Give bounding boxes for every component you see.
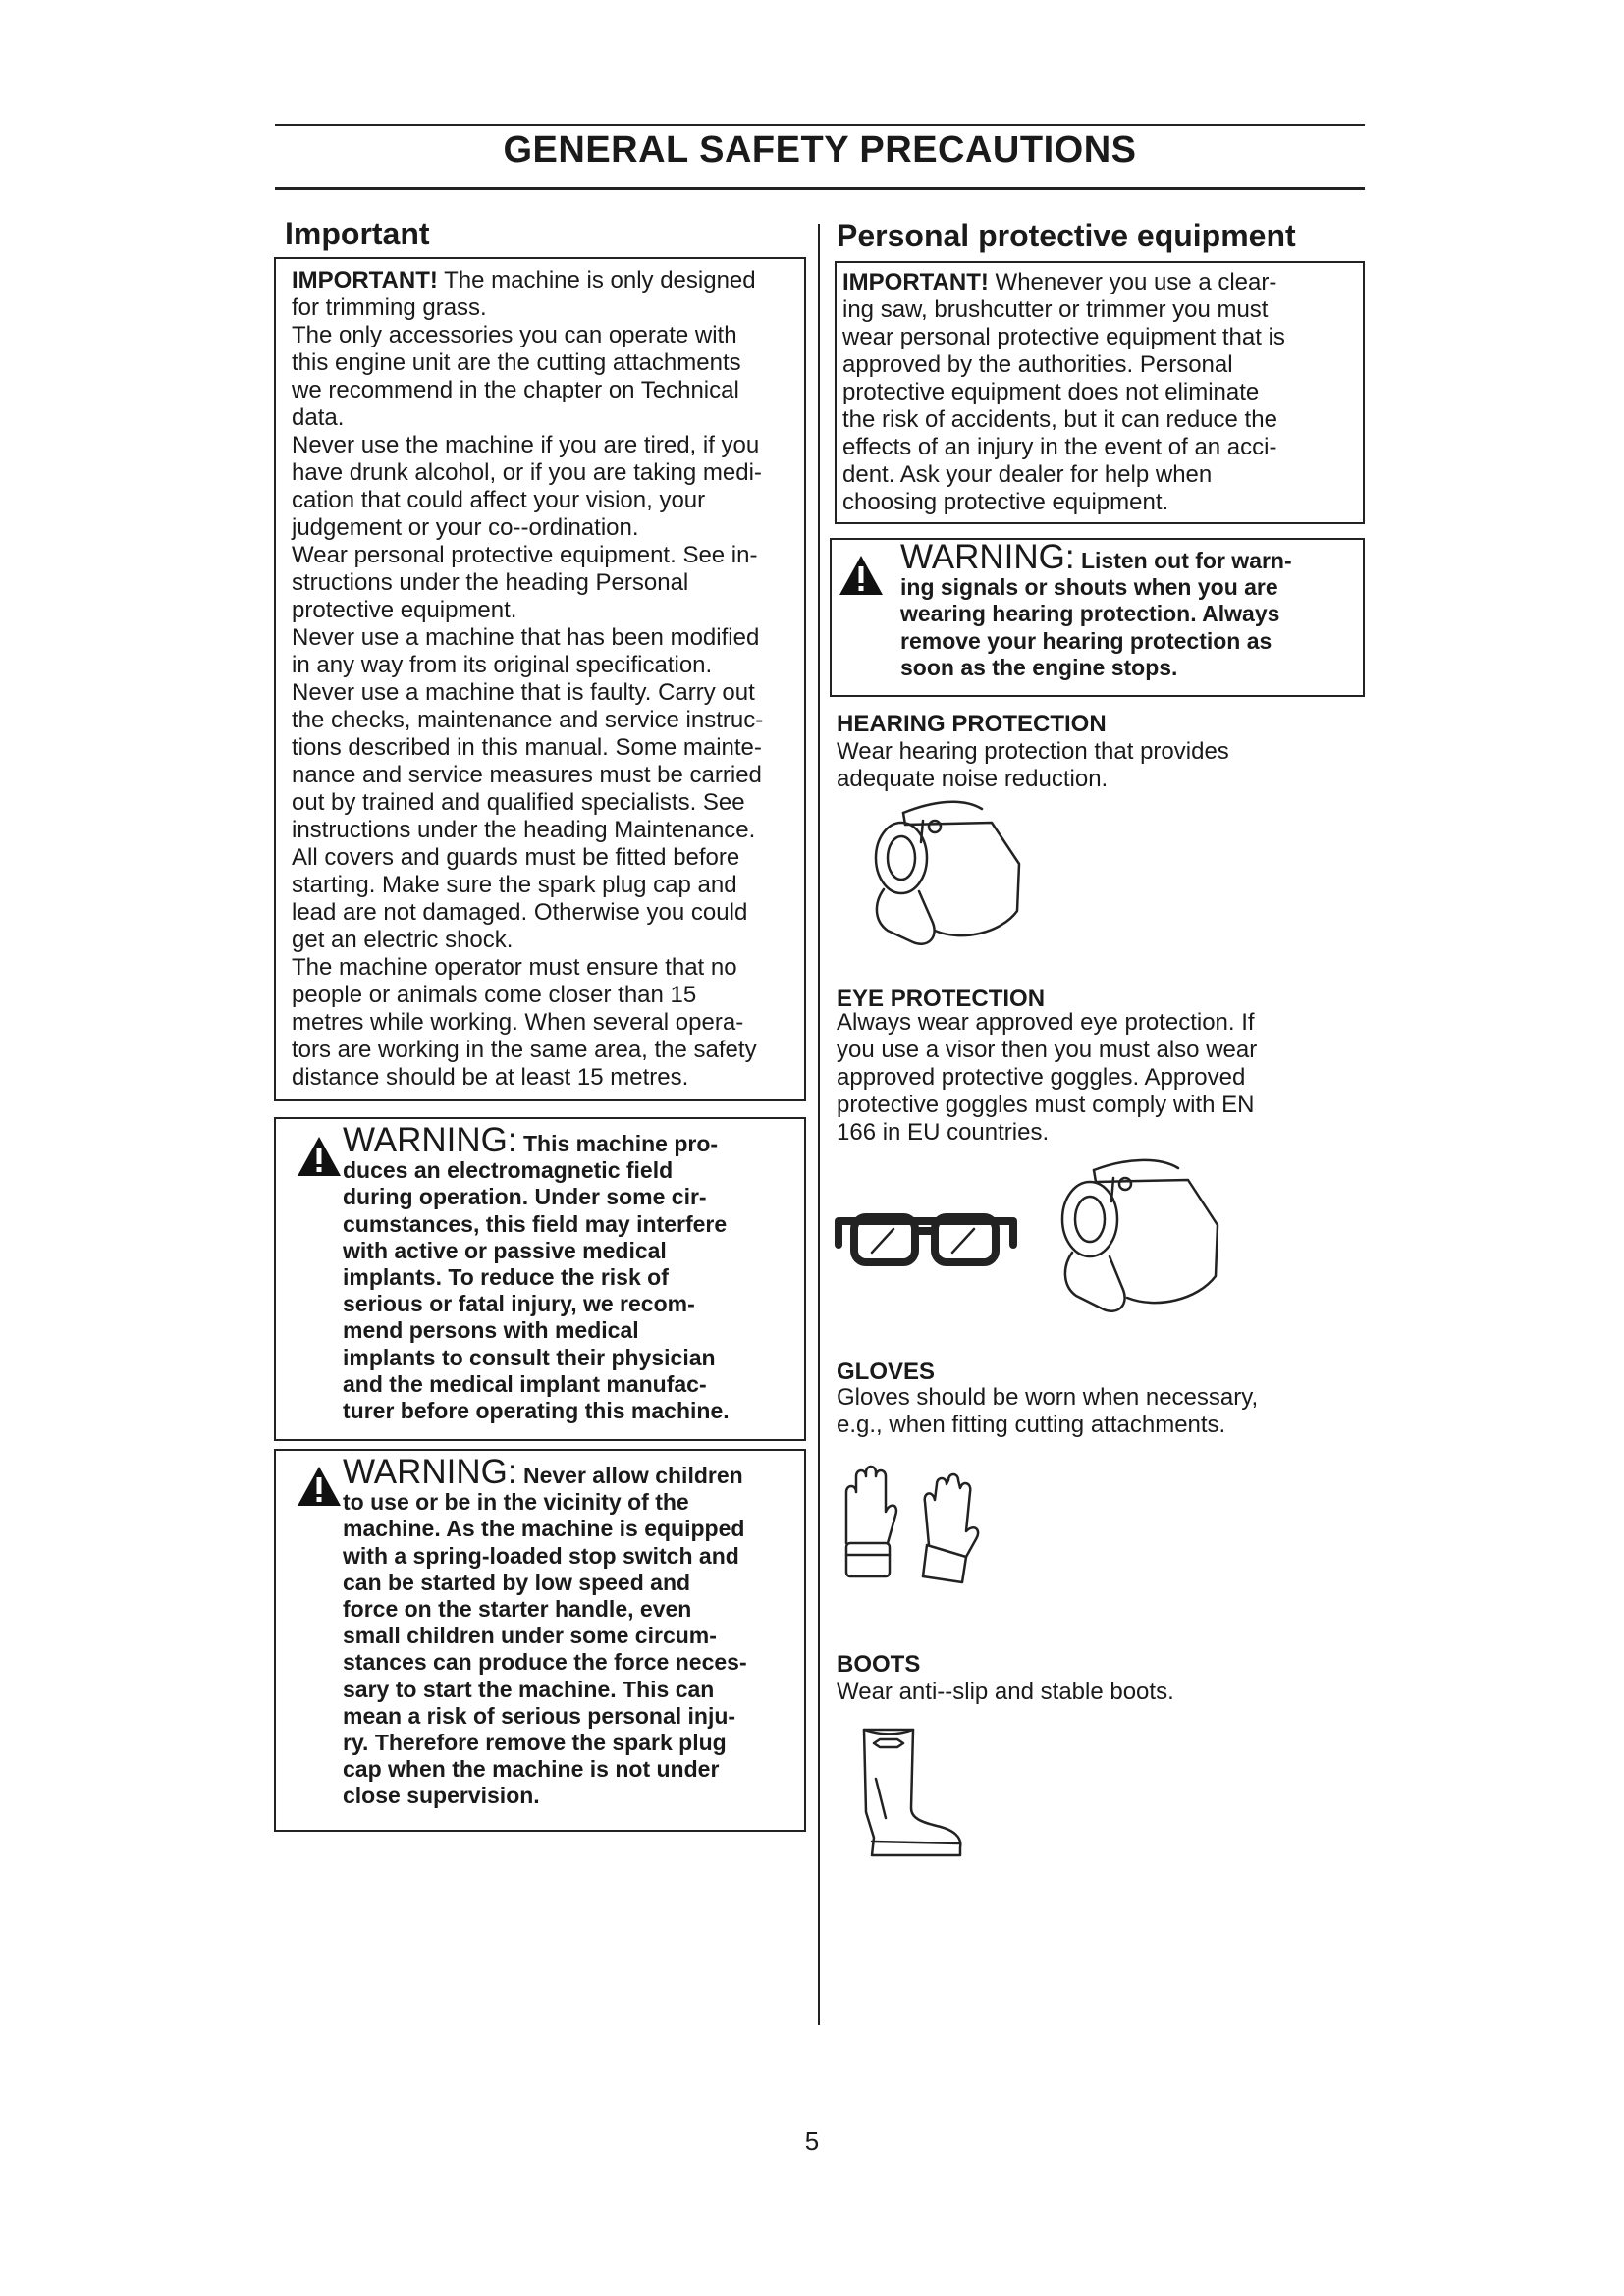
text-line: soon as the engine stops. <box>900 654 1178 680</box>
text-line: in any way from its original specification. <box>292 652 713 678</box>
text-line: Always wear approved eye protection. If <box>837 1009 1255 1036</box>
text-line: mend persons with medical <box>343 1317 639 1344</box>
text-line: instructions under the heading Maintenance. <box>292 817 756 843</box>
text-line: ing signals or shouts when you are <box>900 574 1278 601</box>
text-line: stances can produce the force neces- <box>343 1649 747 1676</box>
text-line: adequate noise reduction. <box>837 766 1109 792</box>
gloves-text <box>837 1384 1258 1439</box>
text-line: small children under some circum- <box>343 1623 717 1649</box>
text-line: cation that could affect your vision, your <box>292 487 706 513</box>
ear-protector-visor-icon <box>844 795 1041 952</box>
ppe-important-first-line: IMPORTANT! Whenever you use a clear- <box>842 269 1277 295</box>
text-line: protective goggles must comply with EN <box>837 1092 1255 1118</box>
text-line: remove your hearing protection as <box>900 627 1272 654</box>
text-line: duces an electromagnetic field <box>343 1157 674 1184</box>
text-line: have drunk alcohol, or if you are taking medi- <box>292 459 762 486</box>
text-line: The machine operator must ensure that no <box>292 954 737 981</box>
text-line: choosing protective equipment. <box>842 489 1169 515</box>
text-line: wearing hearing protection. Always <box>900 601 1280 627</box>
text-line: this engine unit are the cutting attachments <box>292 349 741 376</box>
text-line: approved protective goggles. Approved <box>837 1064 1246 1091</box>
important-box <box>274 257 806 1101</box>
warning-emf-text: WARNING: This machine pro- duces an electromagnetic field during operation. Under some cir- cumstances, this field may interfere with active or passive medical implants. To reduce the risk of serious or fatal injury, we recom- mend persons with medical implants to consult their physician and the medical implant manufac- turer before operating this machine. <box>343 1127 804 1424</box>
text-line: Wear hearing protection that provides <box>837 738 1229 765</box>
eye-text <box>837 1009 1257 1147</box>
top-rule <box>275 124 1365 126</box>
gloves-icon <box>837 1463 984 1590</box>
goggles-icon <box>833 1200 1019 1278</box>
text-line: dent. Ask your dealer for help when <box>842 461 1213 488</box>
page-title: GENERAL SAFETY PRECAUTIONS <box>503 130 1137 171</box>
text-line: Never use a machine that is faulty. Carry out <box>292 679 755 706</box>
text-line: the checks, maintenance and service instruc- <box>292 707 764 733</box>
text-line: The only accessories you can operate with <box>292 322 737 348</box>
text-line: Never use a machine that has been modified <box>292 624 760 651</box>
text-line: nance and service measures must be carried <box>292 762 762 788</box>
text-line: for trimming grass. <box>292 294 487 321</box>
text-line: distance should be at least 15 metres. <box>292 1064 689 1091</box>
important-label: IMPORTANT! <box>292 267 438 294</box>
text-line: metres while working. When several opera- <box>292 1009 744 1036</box>
text-line: during operation. Under some cir- <box>343 1184 707 1210</box>
text-line: implants to consult their physician <box>343 1344 716 1370</box>
text-line: out by trained and qualified specialists. See <box>292 789 745 816</box>
warning-triangle-icon <box>838 554 885 597</box>
eye-heading: EYE PROTECTION <box>837 986 1046 1012</box>
text-line: machine. As the machine is equipped <box>343 1516 745 1542</box>
boots-text <box>837 1679 1174 1706</box>
text-line: get an electric shock. <box>292 927 514 953</box>
text-line: cumstances, this field may interfere <box>343 1210 728 1237</box>
ppe-important-box <box>835 261 1365 524</box>
text-line: structions under the heading Personal <box>292 569 689 596</box>
text-line: we recommend in the chapter on Technical <box>292 377 739 403</box>
text-line: wear personal protective equipment that is <box>842 324 1285 350</box>
text-line: protective equipment. <box>292 597 517 623</box>
text-line: to use or be in the vicinity of the <box>343 1489 689 1516</box>
text-line: Never use the machine if you are tired, if you <box>292 432 760 458</box>
warning-children-box <box>274 1449 806 1832</box>
text-line: and the medical implant manufac- <box>343 1370 707 1397</box>
text-line: the risk of accidents, but it can reduce the <box>842 406 1277 433</box>
text-line: mean a risk of serious personal inju- <box>343 1702 736 1729</box>
important-label: IMPORTANT! <box>842 269 989 295</box>
text-line: with active or passive medical <box>343 1237 667 1263</box>
text-line: force on the starter handle, even <box>343 1596 692 1623</box>
text-line: sary to start the machine. This can <box>343 1676 715 1702</box>
warning-triangle-icon <box>296 1135 343 1178</box>
text-line: ing saw, brushcutter or trimmer you must <box>842 296 1269 323</box>
warning-label: WARNING: <box>900 538 1075 576</box>
warning-children-text: WARNING: Never allow children to use or be in the vicinity of the machine. As the machine is equipped with a spring-loaded stop switch and can be started by low speed and force on the starter handle, even small children under some circum- stances can produce the force neces- sary to start the machine. This can mean a risk of serious personal inju- ry. Therefore remove the spark plug cap when the machine is not under close supervision. <box>343 1459 804 1810</box>
text-line: you use a visor then you must also wear <box>837 1037 1258 1063</box>
text-line: close supervision. <box>343 1783 540 1809</box>
text-line: turer before operating this machine. <box>343 1398 730 1424</box>
ear-protector-visor-icon <box>1031 1154 1237 1321</box>
text-line: Gloves should be worn when necessary, <box>837 1384 1259 1411</box>
text-line: 166 in EU countries. <box>837 1119 1050 1146</box>
text-line: lead are not damaged. Otherwise you could <box>292 899 748 926</box>
warning-emf-box <box>274 1117 806 1441</box>
text-line: Wear personal protective equipment. See in- <box>292 542 758 568</box>
boots-heading: BOOTS <box>837 1651 921 1678</box>
text-line: All covers and guards must be fitted before <box>292 844 740 871</box>
text-line: can be started by low speed and <box>343 1569 691 1595</box>
important-first-line: IMPORTANT! The machine is only designed <box>292 267 756 294</box>
ppe-heading: Personal protective equipment <box>837 218 1296 253</box>
warning-hearing-box <box>830 538 1365 697</box>
gloves-heading: GLOVES <box>837 1359 936 1385</box>
text-line: Wear anti--slip and stable boots. <box>837 1679 1174 1705</box>
text-line: approved by the authorities. Personal <box>842 351 1233 378</box>
text-line: e.g., when fitting cutting attachments. <box>837 1412 1226 1438</box>
text-line: with a spring-loaded stop switch and <box>343 1542 739 1569</box>
hearing-text <box>837 738 1229 793</box>
warning-hearing-text: WARNING: Listen out for warn- ing signals or shouts when you are wearing hearing protection. Always remove your hearing protection as soon as the engine stops. <box>900 544 1362 681</box>
text-line: cap when the machine is not under <box>343 1756 720 1783</box>
text-line: effects of an injury in the event of an acci- <box>842 434 1277 460</box>
text-line: starting. Make sure the spark plug cap and <box>292 872 737 898</box>
hearing-heading: HEARING PROTECTION <box>837 711 1107 737</box>
text-line: ry. Therefore remove the spark plug <box>343 1730 727 1756</box>
text-line: serious or fatal injury, we recom- <box>343 1291 695 1317</box>
text-line: people or animals come closer than 15 <box>292 982 697 1008</box>
warning-label: WARNING: <box>343 1121 517 1159</box>
warning-label: WARNING: <box>343 1453 517 1491</box>
important-heading: Important <box>285 216 430 251</box>
page-number: 5 <box>804 2126 820 2156</box>
title-underline <box>275 187 1365 190</box>
text-line: tors are working in the same area, the safety <box>292 1037 757 1063</box>
text-line: data. <box>292 404 345 431</box>
text-line: implants. To reduce the risk of <box>343 1264 669 1291</box>
warning-triangle-icon <box>296 1465 343 1508</box>
text-line: protective equipment does not eliminate <box>842 379 1260 405</box>
boot-icon <box>852 1724 970 1861</box>
text-line: tions described in this manual. Some mainte- <box>292 734 762 761</box>
text-line: judgement or your co--ordination. <box>292 514 639 541</box>
